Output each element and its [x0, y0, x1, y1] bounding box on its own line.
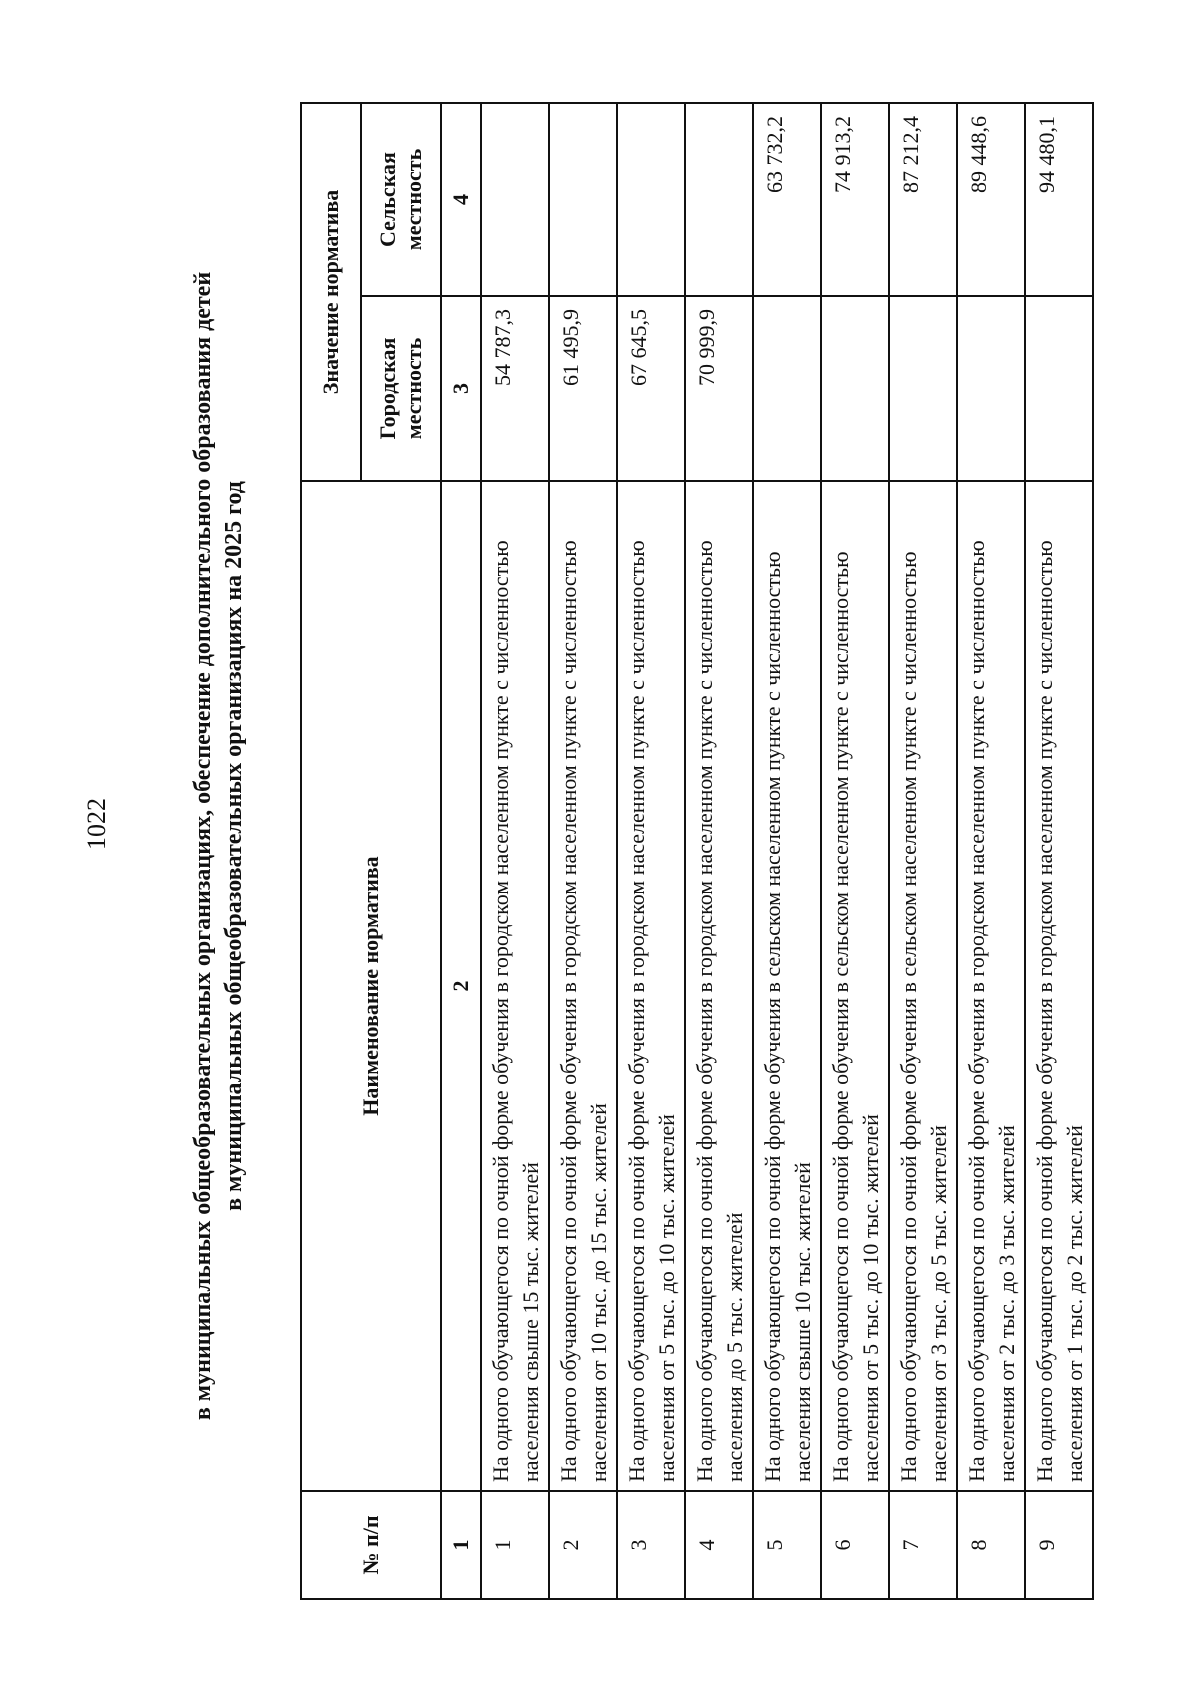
- header-value-group: Значение норматива: [301, 103, 361, 481]
- row-city-value: [753, 296, 821, 481]
- row-city-value: [821, 296, 889, 481]
- table-row: [957, 103, 1025, 1599]
- title-line-1: в муниципальных общеобразовательных организациях, обеспечение дополнительного образования детей: [190, 271, 216, 1421]
- row-rural-value: [685, 103, 753, 296]
- row-city-value: 54 787,3: [481, 296, 549, 481]
- row-num: 4: [685, 1491, 753, 1599]
- col-number-3: 3: [441, 296, 481, 481]
- table-row: [617, 103, 685, 1599]
- row-num: 3: [617, 1491, 685, 1599]
- row-name: На одного обучающегося по очной форме обучения в городском населенном пункте с численностью населения до 5 тыс. жителей: [685, 481, 753, 1491]
- row-rural-value: 87 212,4: [889, 103, 957, 296]
- table-row: [685, 103, 753, 1599]
- row-num: 6: [821, 1491, 889, 1599]
- row-num: 2: [549, 1491, 617, 1599]
- norms-table: [300, 102, 1094, 1600]
- row-name: На одного обучающегося по очной форме обучения в сельском населенном пункте с численностью населения свыше 10 тыс. жителей: [753, 481, 821, 1491]
- row-num: 9: [1025, 1491, 1093, 1599]
- row-rural-value: 94 480,1: [1025, 103, 1093, 296]
- row-num: 1: [481, 1491, 549, 1599]
- row-num: 7: [889, 1491, 957, 1599]
- row-city-value: 70 999,9: [685, 296, 753, 481]
- row-name: На одного обучающегося по очной форме обучения в городском населенном пункте с численностью населения от 1 тыс. до 2 тыс. жителей: [1025, 481, 1093, 1491]
- page-number: 1022: [82, 798, 111, 850]
- table-row: [549, 103, 617, 1599]
- table-row: [889, 103, 957, 1599]
- document-title: [188, 161, 250, 1531]
- row-city-value: 61 495,9: [549, 296, 617, 481]
- col-number-1: 1: [441, 1491, 481, 1599]
- row-rural-value: [549, 103, 617, 296]
- header-city: Городская местность: [361, 296, 441, 481]
- row-name: На одного обучающегося по очной форме обучения в городском населенном пункте с численностью населения свыше 15 тыс. жителей: [481, 481, 549, 1491]
- header-num: № п/п: [301, 1491, 441, 1599]
- row-city-value: [889, 296, 957, 481]
- row-name: На одного обучающегося по очной форме обучения в городском населенном пункте с численностью населения от 10 тыс. до 15 тыс. жителей: [549, 481, 617, 1491]
- table-row: [753, 103, 821, 1599]
- header-name: Наименование норматива: [301, 481, 441, 1491]
- row-rural-value: [481, 103, 549, 296]
- table-row: [821, 103, 889, 1599]
- table-row: [481, 103, 549, 1599]
- title-line-2: в муниципальных общеобразовательных организациях на 2025 год: [221, 481, 247, 1211]
- header-rural: Сельская местность: [361, 103, 441, 296]
- row-city-value: [1025, 296, 1093, 481]
- row-rural-value: 63 732,2: [753, 103, 821, 296]
- row-name: На одного обучающегося по очной форме обучения в сельском населенном пункте с численностью населения от 3 тыс. до 5 тыс. жителей: [889, 481, 957, 1491]
- row-city-value: 67 645,5: [617, 296, 685, 481]
- row-rural-value: 74 913,2: [821, 103, 889, 296]
- row-name: На одного обучающегося по очной форме обучения в городском населенном пункте с численностью населения от 5 тыс. до 10 тыс. жителей: [617, 481, 685, 1491]
- row-name: На одного обучающегося по очной форме обучения в сельском населенном пункте с численностью населения от 5 тыс. до 10 тыс. жителей: [821, 481, 889, 1491]
- row-num: 8: [957, 1491, 1025, 1599]
- row-city-value: [957, 296, 1025, 481]
- row-rural-value: 89 448,6: [957, 103, 1025, 296]
- row-num: 5: [753, 1491, 821, 1599]
- col-number-4: 4: [441, 103, 481, 296]
- col-number-2: 2: [441, 481, 481, 1491]
- row-name: На одного обучающегося по очной форме обучения в городском населенном пункте с численностью населения от 2 тыс. до 3 тыс. жителей: [957, 481, 1025, 1491]
- row-rural-value: [617, 103, 685, 296]
- table-row: [1025, 103, 1093, 1599]
